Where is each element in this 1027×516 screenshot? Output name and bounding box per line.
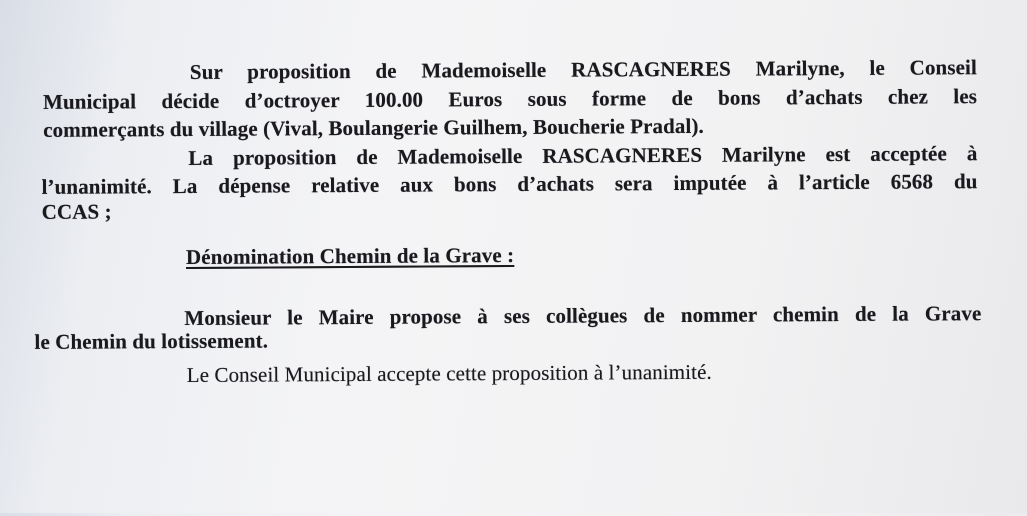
paragraph2-line3: CCAS ; (41, 199, 112, 224)
paragraph3-line2: le Chemin du lotissement. (34, 328, 269, 354)
section-heading: Dénomination Chemin de la Grave : (185, 242, 515, 270)
paragraph2-line1: La proposition de Mademoiselle RASCAGNERES Marilyne est acceptée à (188, 141, 978, 170)
paragraph2-line2: l’unanimité. La dépense relative aux bons d’achats sera imputée à l’article 6568 du (41, 169, 978, 199)
paragraph1-line1: Sur proposition de Mademoiselle RASCAGNERES Marilyne, le Conseil (189, 55, 977, 84)
paragraph1-line3: commerçants du village (Vival, Boulangerie Guilhem, Boucherie Pradal). (43, 113, 704, 142)
paragraph4-line1: Le Conseil Municipal accepte cette proposition à l’unanimité. (186, 359, 712, 387)
paragraph3-line1: Monsieur le Maire propose à ses collègues de nommer chemin de la Grave (184, 301, 982, 331)
paragraph1-line2: Municipal décide d’octroyer 100.00 Euros sous forme de bons d’achats chez les (42, 84, 978, 114)
